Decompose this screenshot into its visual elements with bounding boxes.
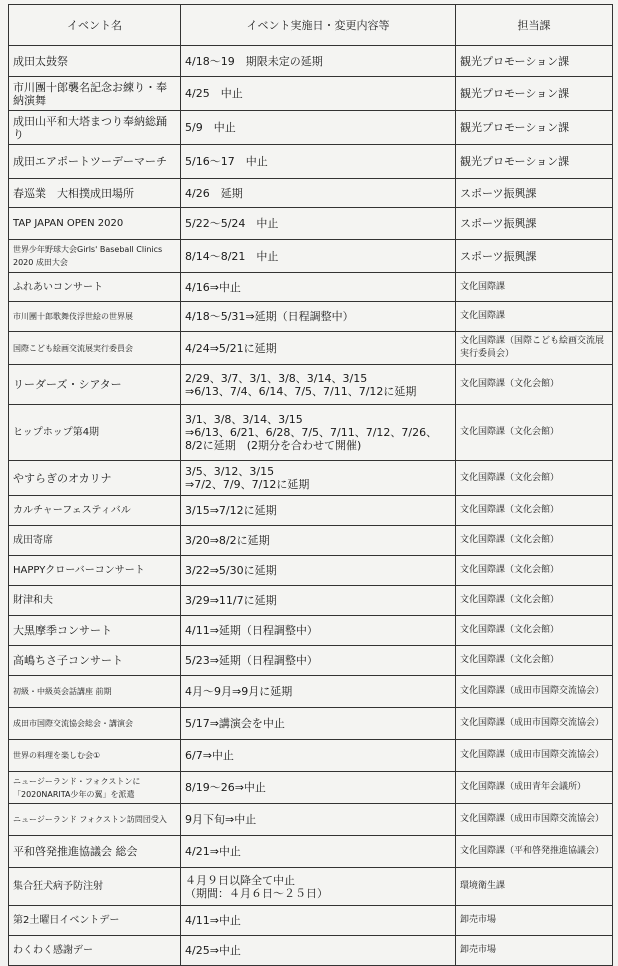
event-name-cell: 世界少年野球大会Girls' Baseball Clinics 2020 成田大会 xyxy=(9,240,181,273)
event-date-cell xyxy=(181,240,456,273)
event-date-line: 4/25 中止 xyxy=(185,87,243,100)
event-name-cell: HAPPYクローバーコンサート xyxy=(9,556,181,586)
event-date-line: ⇒6/13、7/4、6/14、7/5、7/11、7/12に延期 xyxy=(185,384,417,398)
table-row xyxy=(9,461,613,496)
department-cell: 文化国際課（文化会館） xyxy=(456,496,613,526)
event-date-line: 8/19～26⇒中止 xyxy=(185,781,266,794)
department-cell: 観光プロモーション課 xyxy=(456,46,613,77)
table-row xyxy=(9,526,613,556)
department-cell: 観光プロモーション課 xyxy=(456,145,613,179)
header-event-name: イベント名 xyxy=(9,5,181,46)
event-date-line: ⇒6/13、6/21、6/28、7/5、7/11、7/12、7/26、 xyxy=(185,426,438,439)
department-cell: スポーツ振興課 xyxy=(456,240,613,273)
event-name-cell: 大黒摩季コンサート xyxy=(9,616,181,646)
event-date-cell xyxy=(181,936,456,966)
department-cell: 文化国際課（文化会館） xyxy=(456,461,613,496)
event-name-cell: 国際こども絵画交流展実行委員会 xyxy=(9,332,181,365)
event-date-line: 8/14～8/21 中止 xyxy=(185,249,279,263)
event-name-cell: 成田太鼓祭 xyxy=(9,46,181,77)
table-row xyxy=(9,586,613,616)
event-date-line: 5/23⇒延期（日程調整中） xyxy=(185,654,318,667)
table-header-row xyxy=(9,5,613,46)
table-row xyxy=(9,145,613,179)
table-row xyxy=(9,208,613,240)
event-date-line: 4/16⇒中止 xyxy=(185,280,241,294)
event-name-cell: 成田エアポートツーデーマーチ xyxy=(9,145,181,179)
event-date-cell xyxy=(181,526,456,556)
table-row xyxy=(9,302,613,332)
table-row xyxy=(9,646,613,676)
event-name-cell: 平和啓発推進協議会 総会 xyxy=(9,836,181,868)
event-name-cell: 財津和夫 xyxy=(9,586,181,616)
event-name-cell: 高嶋ちさ子コンサート xyxy=(9,646,181,676)
event-name-cell: カルチャーフェスティバル xyxy=(9,496,181,526)
event-date-cell xyxy=(181,772,456,804)
event-date-cell xyxy=(181,273,456,302)
event-date-cell xyxy=(181,556,456,586)
event-name-cell: ヒップホップ第4期 xyxy=(9,405,181,461)
event-date-cell xyxy=(181,646,456,676)
event-date-line: 2/29、3/7、3/1、3/8、3/14、3/15 xyxy=(185,371,368,385)
event-date-line: 5/22～5/24 中止 xyxy=(185,217,279,230)
event-date-cell xyxy=(181,586,456,616)
event-date-line: 5/17⇒講演会を中止 xyxy=(185,717,285,730)
table-body xyxy=(9,46,613,966)
event-name-cell: 春巡業 大相撲成田場所 xyxy=(9,179,181,208)
event-date-line: 4月～9月⇒9月に延期 xyxy=(185,685,293,698)
table-row xyxy=(9,616,613,646)
table-row xyxy=(9,240,613,273)
event-date-line: 3/5、3/12、3/15 xyxy=(185,465,275,478)
department-cell: 観光プロモーション課 xyxy=(456,77,613,111)
event-name-cell: リーダーズ・シアター xyxy=(9,365,181,405)
table-row xyxy=(9,111,613,145)
event-date-cell xyxy=(181,208,456,240)
event-date-cell xyxy=(181,365,456,405)
department-cell: 文化国際課 xyxy=(456,273,613,302)
event-date-line: 4/26 延期 xyxy=(185,186,243,200)
table-row xyxy=(9,179,613,208)
department-cell: スポーツ振興課 xyxy=(456,208,613,240)
department-cell: 文化国際課（成田市国際交流協会） xyxy=(456,708,613,740)
event-date-cell xyxy=(181,868,456,906)
table-row xyxy=(9,676,613,708)
event-date-cell xyxy=(181,836,456,868)
event-date-line: 5/16～17 中止 xyxy=(185,155,268,168)
table-row xyxy=(9,405,613,461)
header-department: 担当課 xyxy=(456,5,613,46)
event-date-cell xyxy=(181,708,456,740)
event-date-cell xyxy=(181,496,456,526)
event-date-line: 4/11⇒延期（日程調整中） xyxy=(185,624,318,637)
table-row xyxy=(9,772,613,804)
table-row xyxy=(9,332,613,365)
table-row xyxy=(9,273,613,302)
event-date-line: 3/20⇒8/2に延期 xyxy=(185,534,270,547)
department-cell: 文化国際課（文化会館） xyxy=(456,365,613,405)
event-date-cell xyxy=(181,461,456,496)
event-date-line: 3/1、3/8、3/14、3/15 xyxy=(185,413,303,426)
table-row xyxy=(9,740,613,772)
department-cell: 文化国際課（成田市国際交流協会） xyxy=(456,804,613,836)
event-name-cell: ニュージーランド フォクストン訪問団受入 xyxy=(9,804,181,836)
event-date-line: 4/18～5/31⇒延期（日程調整中） xyxy=(185,310,354,323)
event-date-cell xyxy=(181,332,456,365)
event-name-cell: 世界の料理を楽しむ会① xyxy=(9,740,181,772)
event-name-cell: 市川團十郎歌舞伎浮世絵の世界展 xyxy=(9,302,181,332)
event-date-line: 4/25⇒中止 xyxy=(185,944,241,957)
event-date-cell xyxy=(181,906,456,936)
table-row xyxy=(9,496,613,526)
department-cell: 卸売市場 xyxy=(456,906,613,936)
event-name-cell: 集合狂犬病予防注射 xyxy=(9,868,181,906)
event-date-cell xyxy=(181,804,456,836)
event-date-line: 6/7⇒中止 xyxy=(185,749,234,762)
event-date-cell xyxy=(181,676,456,708)
department-cell: 文化国際課（文化会館） xyxy=(456,586,613,616)
event-name-cell: 成田山平和大塔まつり奉納総踊り xyxy=(9,111,181,145)
department-cell: 文化国際課（文化会館） xyxy=(456,405,613,461)
department-cell: 文化国際課（成田市国際交流協会） xyxy=(456,676,613,708)
event-date-line: 3/29⇒11/7に延期 xyxy=(185,594,277,607)
event-date-line: 5/9 中止 xyxy=(185,121,236,134)
event-name-cell: やすらぎのオカリナ xyxy=(9,461,181,496)
department-cell: 文化国際課（文化会館） xyxy=(456,556,613,586)
department-cell: 環境衛生課 xyxy=(456,868,613,906)
event-date-line: 4/21⇒中止 xyxy=(185,845,241,858)
event-date-cell xyxy=(181,179,456,208)
department-cell: 文化国際課（成田市国際交流協会） xyxy=(456,740,613,772)
event-name-cell: 初級・中級英会話講座 前期 xyxy=(9,676,181,708)
table-row xyxy=(9,708,613,740)
event-date-cell xyxy=(181,302,456,332)
department-cell: 文化国際課（国際こども絵画交流展実行委員会） xyxy=(456,332,613,365)
event-date-line: 4/24⇒5/21に延期 xyxy=(185,341,277,355)
table-row xyxy=(9,868,613,906)
event-name-cell: ニュージーランド・フォクストンに「2020NARITA少年の翼」を派遣 xyxy=(9,772,181,804)
table-row xyxy=(9,836,613,868)
event-date-cell xyxy=(181,145,456,179)
event-date-cell xyxy=(181,740,456,772)
event-date-line: 4/18～19 期限未定の延期 xyxy=(185,54,323,68)
department-cell: 文化国際課 xyxy=(456,302,613,332)
table-row xyxy=(9,556,613,586)
event-date-line: 4/11⇒中止 xyxy=(185,914,241,927)
header-event-date: イベント実施日・変更内容等 xyxy=(181,5,456,46)
event-name-cell: 成田市国際交流協会総会・講演会 xyxy=(9,708,181,740)
event-date-cell xyxy=(181,46,456,77)
event-date-line: 9月下旬⇒中止 xyxy=(185,813,257,826)
event-table xyxy=(8,4,613,966)
table-row xyxy=(9,804,613,836)
event-name-cell: 成田寄席 xyxy=(9,526,181,556)
event-date-line: 3/22⇒5/30に延期 xyxy=(185,564,277,577)
event-date-cell xyxy=(181,616,456,646)
department-cell: スポーツ振興課 xyxy=(456,179,613,208)
event-date-line: ⇒7/2、7/9、7/12に延期 xyxy=(185,478,310,491)
department-cell: 文化国際課（文化会館） xyxy=(456,526,613,556)
department-cell: 卸売市場 xyxy=(456,936,613,966)
department-cell: 文化国際課（文化会館） xyxy=(456,616,613,646)
event-name-cell: TAP JAPAN OPEN 2020 xyxy=(9,208,181,240)
table-row xyxy=(9,906,613,936)
table-row xyxy=(9,365,613,405)
event-date-cell xyxy=(181,77,456,111)
table-row xyxy=(9,46,613,77)
table-row xyxy=(9,936,613,966)
event-name-cell: わくわく感謝デー xyxy=(9,936,181,966)
event-name-cell: ふれあいコンサート xyxy=(9,273,181,302)
event-date-line: （期間：４月６日～２５日） xyxy=(185,886,328,900)
event-date-cell xyxy=(181,111,456,145)
department-cell: 観光プロモーション課 xyxy=(456,111,613,145)
event-date-line: ４月９日以降全て中止 xyxy=(185,873,295,887)
event-date-line: 8/2に延期 (2期分を合わせて開催) xyxy=(185,439,362,452)
event-date-cell xyxy=(181,405,456,461)
department-cell: 文化国際課（文化会館） xyxy=(456,646,613,676)
event-name-cell: 市川團十郎襲名記念お練り・奉納演舞 xyxy=(9,77,181,111)
department-cell: 文化国際課（平和啓発推進協議会） xyxy=(456,836,613,868)
event-name-cell: 第2土曜日イベントデー xyxy=(9,906,181,936)
table-row xyxy=(9,77,613,111)
event-date-line: 3/15⇒7/12に延期 xyxy=(185,504,277,517)
department-cell: 文化国際課（成田青年会議所） xyxy=(456,772,613,804)
